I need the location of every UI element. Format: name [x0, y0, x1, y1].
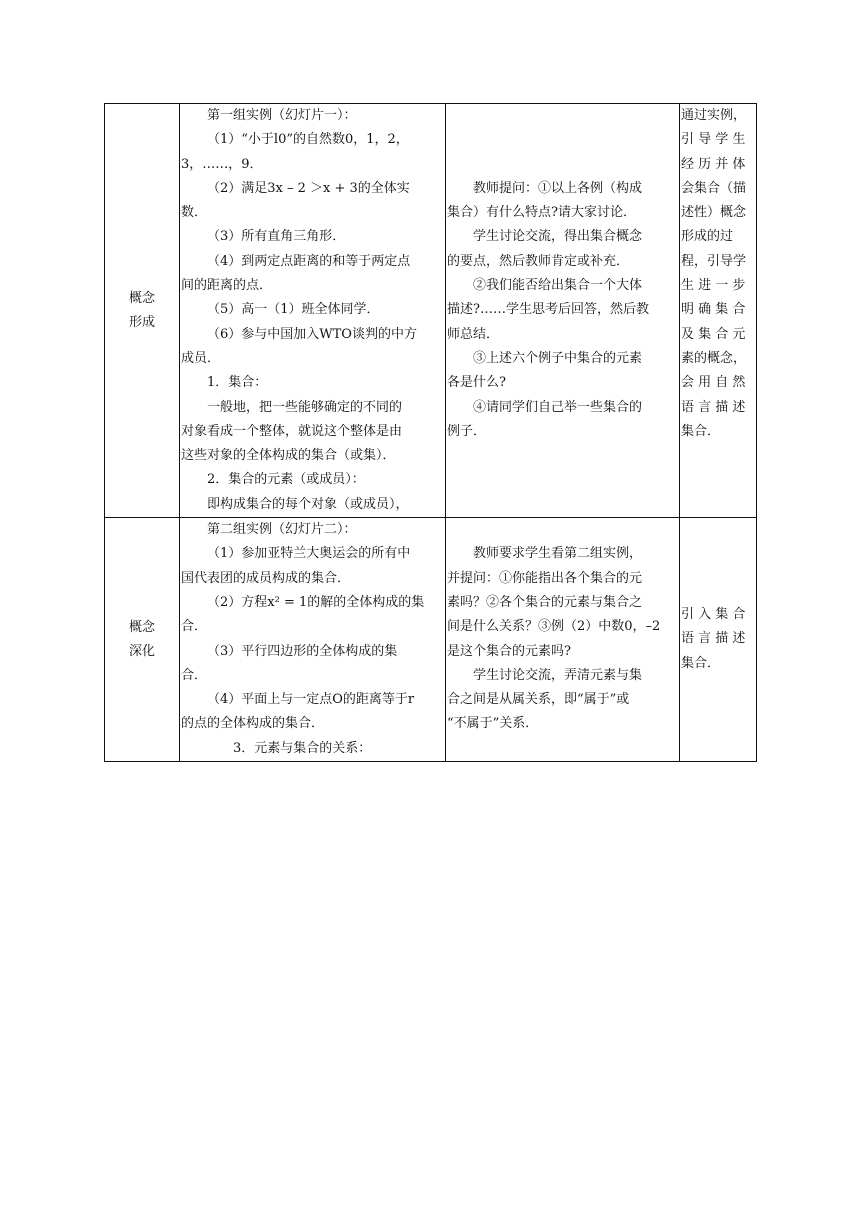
content-line: 第一组实例（幻灯片一）：: [207, 108, 357, 123]
content-line: （4）到两定点距离的和等于两定点: [207, 253, 411, 269]
content-line: （1）“小于l0”的自然数0，1，2，: [207, 132, 409, 148]
content-line: （1）参加亚特兰大奥运会的所有中: [207, 546, 411, 562]
purpose-line: 述性）概念: [681, 205, 747, 221]
content-line: 1．集合：: [207, 375, 268, 391]
stage-label: 形成: [128, 314, 155, 330]
purpose-line: 经 历 并 体: [681, 156, 746, 172]
purpose-line: 语 言 描 述: [681, 399, 746, 415]
activity-line: 学生讨论交流，弄清元素与集: [473, 667, 643, 683]
content-line: 间的距离的点．: [181, 278, 273, 294]
table-row: [105, 104, 757, 518]
purpose-line: 集合．: [681, 423, 721, 439]
activity-line: 是这个集合的元素吗?: [447, 643, 571, 659]
purpose-line: 集合．: [681, 655, 721, 671]
activity-line: 素吗？②各个集合的元素与集合之: [447, 594, 643, 610]
spacer-line: [447, 104, 678, 128]
activity-line: 合之间是从属关系，即“属于”或: [447, 692, 630, 708]
content-line: 3，……，9．: [181, 156, 263, 172]
stage-label: 概念: [128, 290, 155, 306]
purpose-line: 引 入 集 合: [681, 607, 746, 623]
activity-line: 间是什么关系？③例（2）中数0，–2: [447, 619, 661, 635]
purpose-line: 程，引导学: [681, 253, 747, 269]
purpose-line: 引 导 学 生: [681, 132, 746, 148]
activity-line: 例子．: [447, 423, 487, 439]
content-line: 的点的全体构成的集合．: [181, 716, 325, 732]
stage-cell: [105, 518, 180, 762]
content-line: 对象看成一个整体，就说这个整体是由: [181, 423, 403, 439]
activity-line: 师总结．: [447, 326, 500, 342]
purpose-line: 会 用 自 然: [681, 375, 746, 391]
purpose-line: 语 言 描 述: [681, 631, 746, 647]
table-row: [105, 518, 757, 762]
stage-label: 深化: [128, 643, 155, 659]
content-line: 3．元素与集合的关系：: [233, 740, 372, 756]
activity-line: 的要点，然后教师肯定或补充．: [447, 253, 630, 269]
activity-line: 集合）有什么特点?请大家讨论．: [447, 205, 636, 221]
content-line: 合．: [181, 619, 208, 635]
activity-line: ④请同学们自己举一些集合的: [473, 399, 643, 415]
content-line: （2）满足3x – 2 ＞x + 3的全体实: [207, 180, 410, 196]
content-line: 这些对象的全体构成的集合（或集）．: [181, 448, 396, 464]
content-line: （4）平面上与一定点O的距离等于r: [207, 692, 415, 708]
purpose-line: 明 确 集 合: [681, 302, 746, 318]
purpose-line: 及 集 合 元: [681, 326, 746, 342]
lesson-plan-table: [104, 103, 757, 762]
content-line: （3）所有直角三角形．: [207, 229, 346, 245]
activity-cell: [446, 518, 680, 762]
content-line: 一般地，把一些能够确定的不同的: [207, 399, 403, 415]
content-line: 第二组实例（幻灯片二）：: [207, 522, 357, 538]
content-line: 数．: [181, 205, 208, 221]
activity-line: 各是什么?: [447, 375, 506, 391]
content-line: （5）高一（1）班全体同学．: [207, 302, 380, 318]
purpose-line: 形成的过: [681, 229, 734, 245]
purpose-line: 生 进 一 步: [681, 278, 746, 294]
content-cell: [180, 104, 446, 518]
content-cell: [180, 518, 446, 762]
activity-line: 描述?……学生思考后回答，然后教: [447, 302, 649, 318]
activity-line: ③上述六个例子中集合的元素: [473, 350, 643, 366]
content-line: 2．集合的元素（或成员）：: [207, 472, 365, 488]
stage-cell: [105, 104, 180, 518]
activity-line: “不属于”关系．: [447, 716, 539, 732]
purpose-line: 素的概念，: [681, 350, 747, 366]
activity-line: 学生讨论交流，得出集合概念: [473, 229, 643, 245]
activity-line: ②我们能否给出集合一个大体: [473, 278, 643, 294]
content-line: （2）方程x² = 1的解的全体构成的集: [207, 594, 425, 610]
spacer-line: [447, 153, 678, 177]
content-line: （6）参与中国加入WTO谈判的中方: [207, 326, 417, 342]
content-line: 成员．: [181, 350, 221, 366]
activity-line: 并提问：①你能指出各个集合的元: [447, 570, 643, 586]
content-line: （3）平行四边形的全体构成的集: [207, 643, 398, 659]
spacer-line: [447, 128, 678, 152]
spacer-line: [447, 518, 678, 542]
content-line: 合．: [181, 667, 208, 683]
activity-cell: [446, 104, 680, 518]
purpose-line: 通过实例，: [681, 108, 747, 123]
purpose-line: 会集合（描: [681, 180, 747, 196]
activity-line: 教师要求学生看第二组实例，: [473, 546, 643, 562]
content-line: 即构成集合的每个对象（或成员），: [207, 496, 409, 512]
activity-line: 教师提问：①以上各例（构成: [473, 180, 643, 196]
stage-label: 概念: [128, 619, 155, 635]
purpose-cell: [680, 104, 757, 518]
purpose-cell: [680, 518, 757, 762]
content-line: 国代表团的成员构成的集合．: [181, 570, 351, 586]
